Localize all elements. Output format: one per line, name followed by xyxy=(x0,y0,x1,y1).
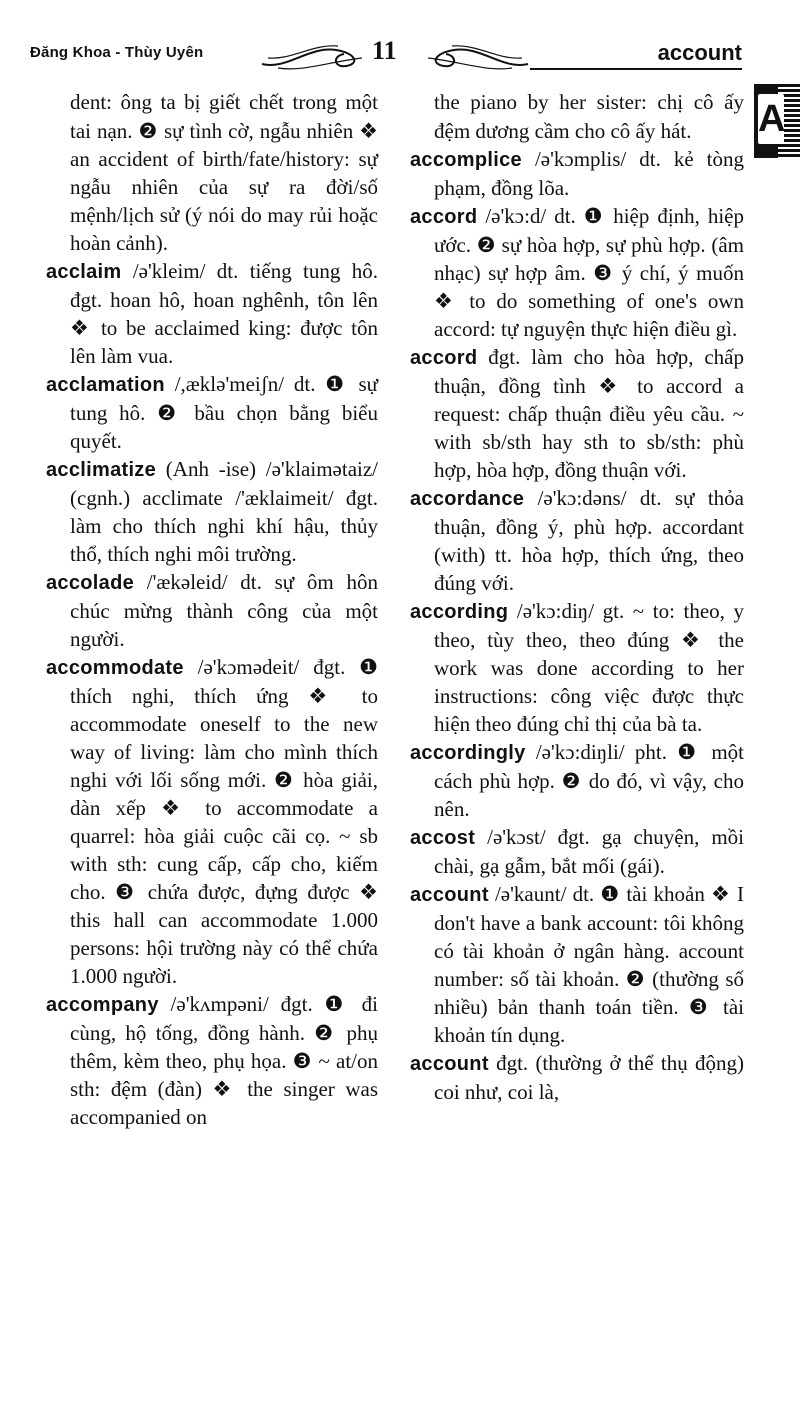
dictionary-entry xyxy=(410,484,744,597)
entry-body: /ə'kɔst/ đgt. gạ chuyện, mồi chài, gạ gẫm, bắt mối (gái). xyxy=(434,825,744,878)
entry-headword: acclaim xyxy=(46,261,122,283)
page-header xyxy=(30,38,742,78)
entry-body: the piano by her sister: chị cô ấy đệm dương cầm cho cô ấy hát. xyxy=(434,90,744,143)
running-head-authors: Đăng Khoa - Thùy Uyên xyxy=(30,44,204,61)
dictionary-entry xyxy=(410,145,744,202)
header-rule xyxy=(530,68,742,70)
entry-headword: accompany xyxy=(46,994,159,1016)
entry-body: /ə'kaunt/ dt. ❶ tài khoản ❖ I don't have a bank account: tôi không có tài khoản ở ngân hàng. account number: số tài khoản. ❷ (thường số nhiều) bản thanh toán tiền. ❸ tài khoản tín dụng. xyxy=(434,882,744,1047)
dictionary-entry xyxy=(46,455,378,568)
dictionary-entry xyxy=(410,738,744,823)
dictionary-entry xyxy=(410,597,744,738)
dictionary-entry xyxy=(410,343,744,484)
entry-headword: accord xyxy=(410,206,478,228)
dictionary-entry xyxy=(46,990,378,1131)
dictionary-entry xyxy=(410,88,744,145)
dictionary-entry xyxy=(46,370,378,455)
entry-headword: accordingly xyxy=(410,742,526,764)
dictionary-entry xyxy=(46,653,378,990)
dictionary-entry xyxy=(410,202,744,343)
dictionary-entry xyxy=(46,257,378,370)
right-column xyxy=(410,88,744,1106)
entry-headword: account xyxy=(410,1053,489,1075)
entry-headword: accord xyxy=(410,347,478,369)
entry-body: /ə'kʌmpəni/ đgt. ❶ đi cùng, hộ tống, đồng hành. ❷ phụ thêm, kèm theo, phụ họa. ❸ ~ at/on sth: đệm (đàn) ❖ the singer was accompanied on xyxy=(70,992,378,1129)
entry-body: /ə'kɔ:d/ dt. ❶ hiệp định, hiệp ước. ❷ sự hòa hợp, sự phù hợp. (âm nhạc) sự hợp âm. ❸ ý chí, ý muốn ❖ to do something of one's own accord: tự nguyện thực hiện điều gì. xyxy=(434,204,744,341)
entry-body: dent: ông ta bị giết chết trong một tai nạn. ❷ sự tình cờ, ngẫu nhiên ❖ an accident of birth/fate/history: sự ngẫu nhiên của sự ra đời/số mệnh/lịch sử (ý nói do may rủi hoặc hoàn cảnh). xyxy=(70,90,378,255)
entry-headword: accordance xyxy=(410,488,525,510)
dictionary-entry xyxy=(46,568,378,653)
dictionary-entry xyxy=(46,88,378,257)
flourish-ornament-right xyxy=(422,40,532,74)
entry-headword: account xyxy=(410,884,489,906)
entry-body: /ə'kɔmədeit/ đgt. ❶ thích nghi, thích ứng ❖ to accommodate oneself to the new way of living: làm cho mình thích nghi với lối sống mới. ❷ hòa giải, dàn xếp ❖ to accommodate a quarrel: hòa giải cuộc cãi cọ. ~ sb with sth: cung cấp, cấp cho, kiếm cho. ❸ chứa được, đựng được ❖ this hall can accommodate 1.000 persons: hội trường này có thể chứa 1.000 người. xyxy=(70,655,378,988)
entry-headword: acclamation xyxy=(46,374,165,396)
dictionary-entry xyxy=(410,1049,744,1106)
entry-headword: accost xyxy=(410,827,476,849)
left-column xyxy=(46,88,378,1131)
thumb-tab-letter: A xyxy=(758,94,784,144)
entry-body: /ə'kleim/ dt. tiếng tung hô. đgt. hoan hô, hoan nghênh, tôn lên ❖ to be acclaimed king: được tôn lên làm vua. xyxy=(70,259,378,368)
entry-body: /'ækəleid/ dt. sự ôm hôn chúc mừng thành công của một người. xyxy=(70,570,378,651)
entry-body: /ə'kɔ:dəns/ dt. sự thỏa thuận, đồng ý, phù hợp. accordant (with) tt. hòa hợp, thích ứng, theo đúng với. xyxy=(434,486,744,595)
entry-headword: accolade xyxy=(46,572,135,594)
dictionary-entry xyxy=(410,823,744,880)
entry-body: /ə'kɔmplis/ dt. kẻ tòng phạm, đồng lõa. xyxy=(434,147,744,200)
thumb-index-tab xyxy=(754,84,800,158)
entry-body: /ə'kɔ:diŋli/ pht. ❶ một cách phù hợp. ❷ do đó, vì vậy, cho nên. xyxy=(434,740,744,821)
dictionary-entry xyxy=(410,880,744,1049)
entry-body: đgt. (thường ở thể thụ động) coi như, coi là, xyxy=(434,1051,744,1104)
entry-headword: accomplice xyxy=(410,149,522,171)
entry-headword: according xyxy=(410,601,509,623)
entry-headword: acclimatize xyxy=(46,459,157,481)
flourish-ornament-left xyxy=(258,40,368,74)
guide-word: account xyxy=(657,40,742,65)
entry-headword: accommodate xyxy=(46,657,184,679)
entry-body: /,æklə'meiʃn/ dt. ❶ sự tung hô. ❷ bầu chọn bằng biểu quyết. xyxy=(70,372,378,453)
entry-body: đgt. làm cho hòa hợp, chấp thuận, đồng tình ❖ to accord a request: chấp thuận điều yêu cầu. ~ with sb/sth hay sth to sb/sth: phù hợp, hòa hợp, đồng thuận với. xyxy=(434,345,744,482)
page-number: 11 xyxy=(372,36,397,65)
entry-body: /ə'kɔ:diŋ/ gt. ~ to: theo, y theo, tùy theo, theo đúng ❖ the work was done according to her instructions: công việc được thực hiện theo đúng chỉ thị của bà ta. xyxy=(434,599,744,736)
entry-body: (Anh -ise) /ə'klaimətaiz/ (cgnh.) acclimate /'æklaimeit/ đgt. làm cho thích nghi khí hậu, thủy thổ, thích nghi môi trường. xyxy=(70,457,378,566)
